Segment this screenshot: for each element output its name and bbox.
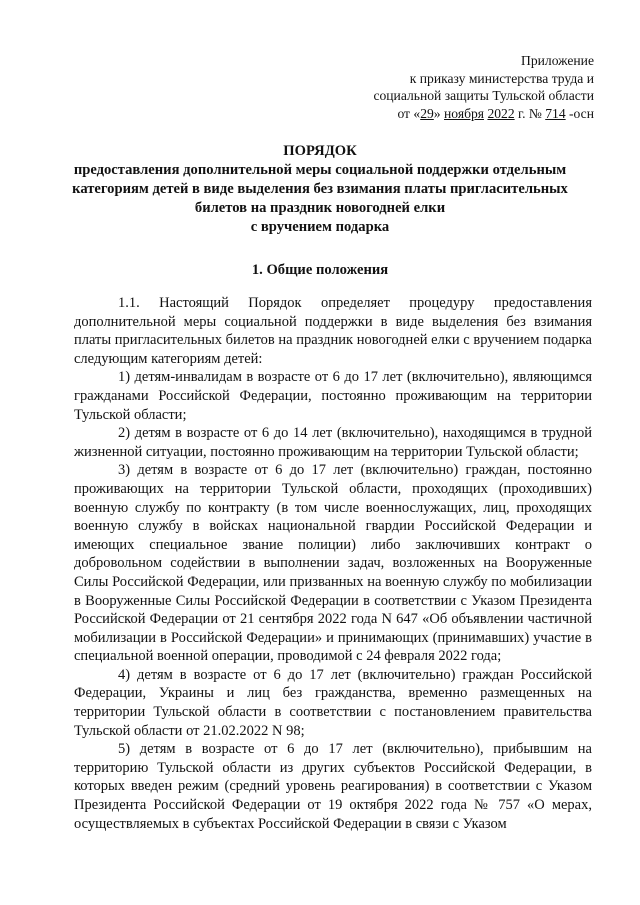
title-heading: ПОРЯДОК (283, 143, 357, 159)
order-month: ноября (444, 105, 485, 121)
appendix-line-1: Приложение (521, 53, 594, 68)
document-title (70, 142, 570, 237)
paragraph-item-2: 2) детям в возрасте от 6 до 14 лет (включительно), находящимся в трудной жизненной ситуации, постоянно проживающим на территории Тульской области; (74, 425, 592, 460)
title-line-1: предоставления дополнительной меры социальной поддержки отдельным (73, 162, 567, 178)
paragraph-item-4: 4) детям в возрасте от 6 до 17 лет (включительно) граждан Российской Федерации, Украины и лиц без гражданства, временно размещенных на территории Тульской области в соответствии с постановлением правительства Тульской области от 21.02.2022 N 98; (74, 666, 592, 739)
appendix-order-line (373, 105, 594, 123)
title-line-4: с вручением подарка (250, 219, 390, 235)
appendix-line-3: социальной защиты Тульской области (373, 88, 594, 103)
order-sep-1: » (433, 105, 444, 121)
order-number: 714 (545, 105, 566, 121)
order-sep-3: г. № (514, 105, 546, 121)
order-day: 29 (420, 105, 434, 121)
section-heading: 1. Общие положения (251, 262, 389, 278)
paragraph-item-5: 5) детям в возрасте от 6 до 17 лет (включительно), прибывшим на территорию Тульской области из других субъектов Российской Федерации, в которых введен режим (средний уровень реагирования) в соответствии с Указом Президента Российской Федерации от 19 октября 2022 года № 757 «О мерах, осуществляемых в субъектах Российской Федерации в связи с Указом (74, 741, 592, 832)
appendix-block (373, 52, 594, 122)
appendix-line-2: к приказу министерства труда и (409, 70, 594, 86)
title-line-2: категориям детей в виде выделения без взимания платы пригласительных (72, 181, 568, 197)
order-suffix: -осн (565, 105, 594, 121)
title-line-3: билетов на праздник новогодней елки (194, 200, 446, 216)
paragraph-item-3: 3) детям в возрасте от 6 до 17 лет (включительно) граждан, постоянно проживающих на территории Тульской области, проходящих (проходивших) военную службу по контракту (в том числе военнослужащих, лиц, проходящих военную службу в войсках национальной гвардии Российской Федерации и имеющих специальное звание полиции) либо заключивших контракт о добровольном содействии в выполнении задач, возложенных на Вооруженные Силы Российской Федерации, или призванных на военную службу по мобилизации в Вооруженные Силы Российской Федерации в соответствии с Указом Президента Российской Федерации от 21 сентября 2022 года N 647 «Об объявлении частичной мобилизации в Российской Федерации» и принимающих (принимавших) участие в специальной военной операции, проводимой с 24 февраля 2022 года; (74, 462, 592, 665)
order-date-prefix: от « (397, 105, 421, 121)
order-year: 2022 (487, 105, 515, 121)
paragraph-1-1: 1.1. Настоящий Порядок определяет процедуру предоставления дополнительной меры социальной поддержки в виде выделения без взимания платы пригласительных билетов на праздник новогодней елки с вручением подарка следующим категориям детей: (74, 295, 592, 367)
document-body (74, 294, 592, 833)
paragraph-item-1: 1) детям-инвалидам в возрасте от 6 до 17 лет (включительно), являющимся гражданами Российской Федерации, постоянно проживающим на территории Тульской области; (74, 369, 592, 423)
